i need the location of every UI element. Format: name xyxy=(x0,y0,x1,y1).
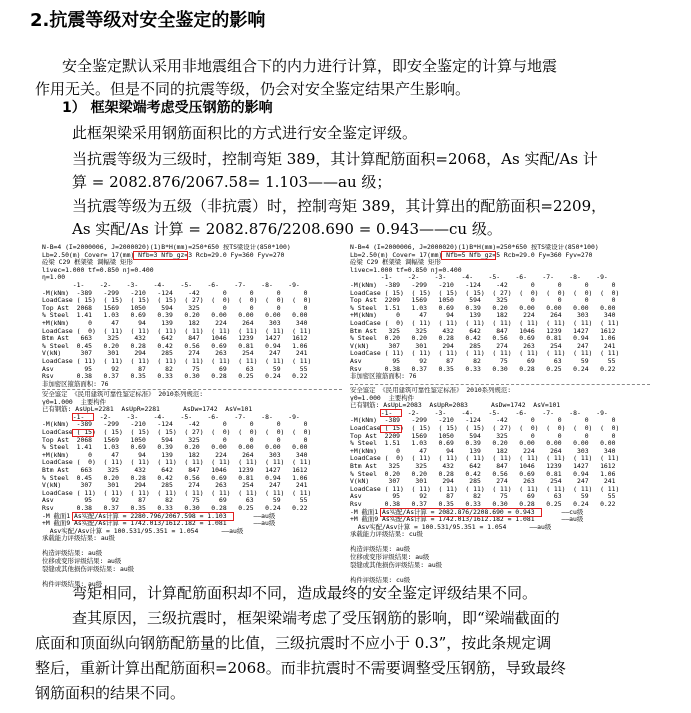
right-bottom-line: Rsv 0.38 0.37 0.35 0.33 0.30 0.28 0.25 0.24 0.22 xyxy=(350,499,616,508)
left-bottom-line: % Steel 1.41 1.03 0.69 0.39 0.20 0.00 0.00 0.00 0.00 xyxy=(42,443,308,452)
right-bottom-line: 位移或变形评级结果: au级 xyxy=(350,553,430,562)
right-bottom-line: 构件评级结果: cu级 xyxy=(350,575,411,584)
left-top-line: Btm Ast 663 325 432 642 847 1046 1239 1427 1612 xyxy=(42,334,308,343)
section-heading: 2.抗震等级对安全鉴定的影响 xyxy=(30,10,266,31)
right-bottom-line: -M 截面1 As实配/As计算 = 2082.876/2208.690 = 0.943 ——cu级 xyxy=(350,507,584,516)
highlight-ratio-grade3 xyxy=(72,512,234,521)
right-bottom-line: γ0=1.000 主要构件 xyxy=(350,393,415,402)
left-top-line: LoadCase ( 0) ( 11) ( 11) ( 11) ( 11) ( 11) ( 11) ( 11) ( 11) xyxy=(42,326,312,335)
left-bottom-line: +M 截面9 As实配/As计算 = 1742.013/1612.182 = 1.081 ——au级 xyxy=(42,519,276,528)
highlight-ratio-grade5 xyxy=(380,508,542,517)
right-bottom-line: +M 截面9 As实配/As计算 = 1742.013/1612.182 = 1.081 ——au级 xyxy=(350,515,584,524)
right-bottom-line: -1- -2- -3- -4- -5- -6- -7- -8- -9- xyxy=(350,408,608,417)
right-divider xyxy=(350,384,650,385)
left-top-line: -1- -2- -3- -4- -5- -6- -7- -8- -9- xyxy=(42,280,300,289)
left-bottom-line: LoadCase ( 15) ( 15) ( 15) ( 15) ( 27) ( 0) ( 0) ( 0) ( 0) xyxy=(42,427,312,436)
conclusion-line-3: 底面和顶面纵向钢筋配筋量的比值，三级抗震时不应小于 0.3”，按此条规定调 xyxy=(35,634,552,652)
highlight-topast-grade5 xyxy=(380,425,402,433)
left-bottom-line: -1- -2- -3- -4- -5- -6- -7- -8- -9- xyxy=(42,412,300,421)
conclusion-line-4: 整后，重新计算出配筋面积=2068。而非抗震时不需要调整受压钢筋，导致最终 xyxy=(35,659,566,677)
left-top-line: LoadCase ( 11) ( 11) ( 11) ( 11) ( 11) ( 11) ( 11) ( 11) ( 11) xyxy=(42,356,312,365)
body-line-3: 算 = 2082.876/2067.58= 1.103——au 级； xyxy=(72,173,392,191)
left-top-line: 砼梁 C29 框架梁 调幅梁 矩形 xyxy=(42,258,133,267)
right-top-line: % Steel 1.51 1.03 0.69 0.39 0.20 0.00 0.00 0.00 0.00 xyxy=(350,303,616,312)
right-top-line: % Steel 0.20 0.20 0.28 0.42 0.56 0.69 0.81 0.94 1.06 xyxy=(350,334,616,343)
left-top-line: N-B=4 (I=2000006, J=2000020)(1)B*H(mm)=250*650 按TS梁设计(850*100) xyxy=(42,244,291,251)
left-top-line: 非加密区箍筋面积: 76 xyxy=(42,379,109,388)
highlight-moment-grade5 xyxy=(380,409,402,417)
left-bottom-line: -M 截面1 As实配/As计算 = 2280.796/2067.598 = 1.103 ——au级 xyxy=(42,511,276,520)
right-top-line: Rsv 0.38 0.37 0.35 0.33 0.30 0.28 0.25 0.24 0.22 xyxy=(350,364,616,373)
right-top-line: Top Ast 2209 1569 1050 594 325 0 0 0 0 xyxy=(350,296,616,305)
right-bottom-line: 裂缝或其他损伤评级结果: au级 xyxy=(350,560,443,569)
body-line-5: As 实配/As 计算 = 2082.876/2208.690 = 0.943——cu 级。 xyxy=(72,220,502,238)
right-top-line: LoadCase ( 11) ( 11) ( 11) ( 11) ( 11) ( 11) ( 11) ( 11) ( 11) xyxy=(350,349,620,358)
intro-line-2: 作用无关。但是不同的抗震等级，仍会对安全鉴定结果产生影响。 xyxy=(35,80,471,98)
left-top-line: V(kN) 307 301 294 285 274 263 254 247 241 xyxy=(42,349,308,358)
left-bottom-line: LoadCase ( 11) ( 11) ( 11) ( 11) ( 11) ( 11) ( 11) ( 11) ( 11) xyxy=(42,488,312,497)
right-top-line: +M(kNm) 0 47 94 139 182 224 264 303 340 xyxy=(350,311,616,320)
left-bottom-line: 已有钢筋: AsUpL=2281 AsUpR=2281 AsDw=1742 AsV=101 xyxy=(42,405,253,414)
left-bottom-line: 安全鉴定 《民用建筑可靠性鉴定标准》 2010系列规范: xyxy=(42,391,204,398)
left-top-line: η=1.00 xyxy=(42,273,66,282)
left-top-line: LoadCase ( 15) ( 15) ( 15) ( 15) ( 27) ( 0) ( 0) ( 0) ( 0) xyxy=(42,296,312,305)
left-bottom-line: 承载能力评级结果: au级 xyxy=(42,534,115,543)
right-bottom-line: Asv实配/Asv计算 = 100.531/95.351 = 1.054 ——au级 xyxy=(350,522,552,531)
conclusion-line-5: 钢筋面积的结果不同。 xyxy=(35,684,186,702)
right-bottom-line: LoadCase ( 0) ( 11) ( 11) ( 11) ( 11) ( 11) ( 11) ( 11) ( 11) xyxy=(350,454,620,463)
left-top-line: Lb=2.50(m) Cover= 17(mm) Nfb=3 Nfb_gz=3 Rcb=29.0 Fy=360 Fyv=270 xyxy=(42,250,285,259)
right-bottom-line: 承载能力评级结果: cu级 xyxy=(350,530,423,539)
left-top-line: % Steel 1.41 1.03 0.69 0.39 0.20 0.00 0.00 0.00 0.00 xyxy=(42,311,308,320)
left-bottom-line: +M(kNm) 0 47 94 139 182 224 264 303 340 xyxy=(42,450,308,459)
right-bottom-line: V(kN) 307 301 294 285 274 263 254 247 241 xyxy=(350,477,616,486)
right-bottom-line: 构造评级结果: au级 xyxy=(350,545,411,554)
left-top-line: livec=1.000 tf=0.850 nj=0.400 xyxy=(42,265,154,274)
conclusion-line-1: 弯矩相同，计算配筋面积却不同，造成最终的安全鉴定评级结果不同。 xyxy=(72,584,538,602)
right-top-line: N-B=4 (I=2000006, J=2000020)(1)B*H(mm)=250*650 按TS梁设计(850*100) xyxy=(350,244,599,251)
right-bottom-line: Asv 95 92 87 82 75 69 63 59 55 xyxy=(350,492,616,501)
right-bottom-line: +M(kNm) 0 47 94 139 182 224 264 303 340 xyxy=(350,446,616,455)
right-bottom-line: LoadCase ( 15) ( 15) ( 15) ( 15) ( 27) ( 0) ( 0) ( 0) ( 0) xyxy=(350,423,620,432)
right-top-line: 砼梁 C29 框架梁 调幅梁 矩形 xyxy=(350,258,441,267)
left-bottom-line: Btm Ast 663 325 432 642 847 1046 1239 1427 1612 xyxy=(42,465,308,474)
left-bottom-line: 构件评级结果: au级 xyxy=(42,579,103,588)
subheading: 1） 框架梁端考虑受压钢筋的影响 xyxy=(62,100,273,116)
body-line-2: 当抗震等级为三级时，控制弯矩 389，其计算配筋面积=2068，As 实配/As 计 xyxy=(72,150,598,168)
left-bottom-line: V(kN) 307 301 294 285 274 263 254 247 241 xyxy=(42,481,308,490)
right-bottom-line: Btm Ast 325 325 432 642 847 1046 1239 1427 1612 xyxy=(350,461,616,470)
right-bottom-line: -M(kNm) -389 -299 -210 -124 -42 0 0 0 0 xyxy=(350,416,616,425)
right-top-line: V(kN) 307 301 294 285 274 263 254 247 241 xyxy=(350,341,616,350)
left-bottom-line: Rsv 0.38 0.37 0.35 0.33 0.30 0.28 0.25 0.24 0.22 xyxy=(42,503,308,512)
left-bottom-line: Asv实配/Asv计算 = 100.531/95.351 = 1.054 ——au级 xyxy=(42,526,244,535)
highlight-nfb-grade3 xyxy=(133,251,188,260)
left-bottom-line: 裂缝或其他损伤评级结果: au级 xyxy=(42,564,135,573)
left-top-line: % Steel 0.45 0.20 0.28 0.42 0.56 0.69 0.81 0.94 1.06 xyxy=(42,341,308,350)
right-bottom-line: 已有钢筋: AsUpL=2083 AsUpR=2083 AsDw=1742 AsV=101 xyxy=(350,401,561,410)
left-bottom-line: 构造评级结果: au级 xyxy=(42,549,103,558)
right-top-line: -M(kNm) -389 -299 -210 -124 -42 0 0 0 0 xyxy=(350,280,616,289)
left-bottom-line: Top Ast 2068 1569 1050 594 325 0 0 0 0 xyxy=(42,435,308,444)
left-top-line: Rsv 0.38 0.37 0.35 0.33 0.30 0.28 0.25 0.24 0.22 xyxy=(42,372,308,381)
left-top-line: +M(kNm) 0 47 94 139 182 224 264 303 340 xyxy=(42,318,308,327)
right-top-line: LoadCase ( 0) ( 11) ( 11) ( 11) ( 11) ( 11) ( 11) ( 11) ( 11) xyxy=(350,318,620,327)
conclusion-line-2: 查其原因，三级抗震时，框架梁端考虑了受压钢筋的影响，即“梁端截面的 xyxy=(72,609,560,627)
highlight-topast-grade3 xyxy=(72,429,94,437)
right-top-line: Btm Ast 325 325 432 642 847 1046 1239 1427 1612 xyxy=(350,326,616,335)
right-bottom-line: 安全鉴定 《民用建筑可靠性鉴定标准》 2010系列规范: xyxy=(350,387,512,394)
left-divider xyxy=(42,389,342,390)
right-top-line: -1- -2- -3- -4- -5- -6- -7- -8- -9- xyxy=(350,273,608,282)
left-bottom-line: 位移或变形评级结果: au级 xyxy=(42,557,122,566)
body-line-1: 此框架梁采用钢筋面积比的方式进行安全鉴定评级。 xyxy=(72,124,418,142)
right-top-line: LoadCase ( 15) ( 15) ( 15) ( 15) ( 27) ( 0) ( 0) ( 0) ( 0) xyxy=(350,288,620,297)
right-bottom-line: % Steel 0.20 0.20 0.28 0.42 0.56 0.69 0.81 0.94 1.06 xyxy=(350,469,616,478)
left-top-line: -M(kNm) -389 -299 -210 -124 -42 0 0 0 0 xyxy=(42,288,308,297)
left-top-line: Asv 95 92 87 82 75 69 63 59 55 xyxy=(42,364,308,373)
left-bottom-line: -M(kNm) -389 -299 -210 -124 -42 0 0 0 0 xyxy=(42,420,308,429)
right-bottom-line: Top Ast 2209 1569 1050 594 325 0 0 0 0 xyxy=(350,431,616,440)
design-output-grade5 xyxy=(350,244,650,384)
body-line-4: 当抗震等级为五级（非抗震）时，控制弯矩 389，其计算出的配筋面积=2209， xyxy=(72,197,607,215)
highlight-nfb-grade5 xyxy=(441,251,496,260)
right-top-line: livec=1.000 tf=0.850 nj=0.400 xyxy=(350,265,462,274)
safety-appraisal-grade3 xyxy=(42,391,342,591)
left-bottom-line: Asv 95 92 87 82 75 69 63 59 55 xyxy=(42,496,308,505)
left-bottom-line: LoadCase ( 0) ( 11) ( 11) ( 11) ( 11) ( 11) ( 11) ( 11) ( 11) xyxy=(42,458,312,467)
intro-line-1: 安全鉴定默认采用非地震组合下的内力进行计算，即安全鉴定的计算与地震 xyxy=(62,57,558,75)
design-output-grade3 xyxy=(42,244,342,388)
left-bottom-line: % Steel 0.45 0.20 0.28 0.42 0.56 0.69 0.81 0.94 1.06 xyxy=(42,473,308,482)
right-top-line: Asv 95 92 87 82 75 69 63 59 55 xyxy=(350,356,616,365)
safety-appraisal-grade5 xyxy=(350,387,650,587)
left-top-line: Top Ast 2068 1569 1050 594 325 0 0 0 0 xyxy=(42,303,308,312)
right-top-line: Lb=2.50(m) Cover= 17(mm) Nfb=5 Nfb_gz=5 Rcb=29.0 Fy=360 Fyv=270 xyxy=(350,250,593,259)
right-bottom-line: LoadCase ( 11) ( 11) ( 11) ( 11) ( 11) ( 11) ( 11) ( 11) ( 11) xyxy=(350,484,620,493)
highlight-moment-grade3 xyxy=(72,413,94,421)
right-top-line: 非加密区箍筋面积: 76 xyxy=(350,372,417,381)
right-bottom-line: % Steel 1.51 1.03 0.69 0.39 0.20 0.00 0.00 0.00 0.00 xyxy=(350,439,616,448)
left-bottom-line: γ0=1.000 主要构件 xyxy=(42,397,107,406)
